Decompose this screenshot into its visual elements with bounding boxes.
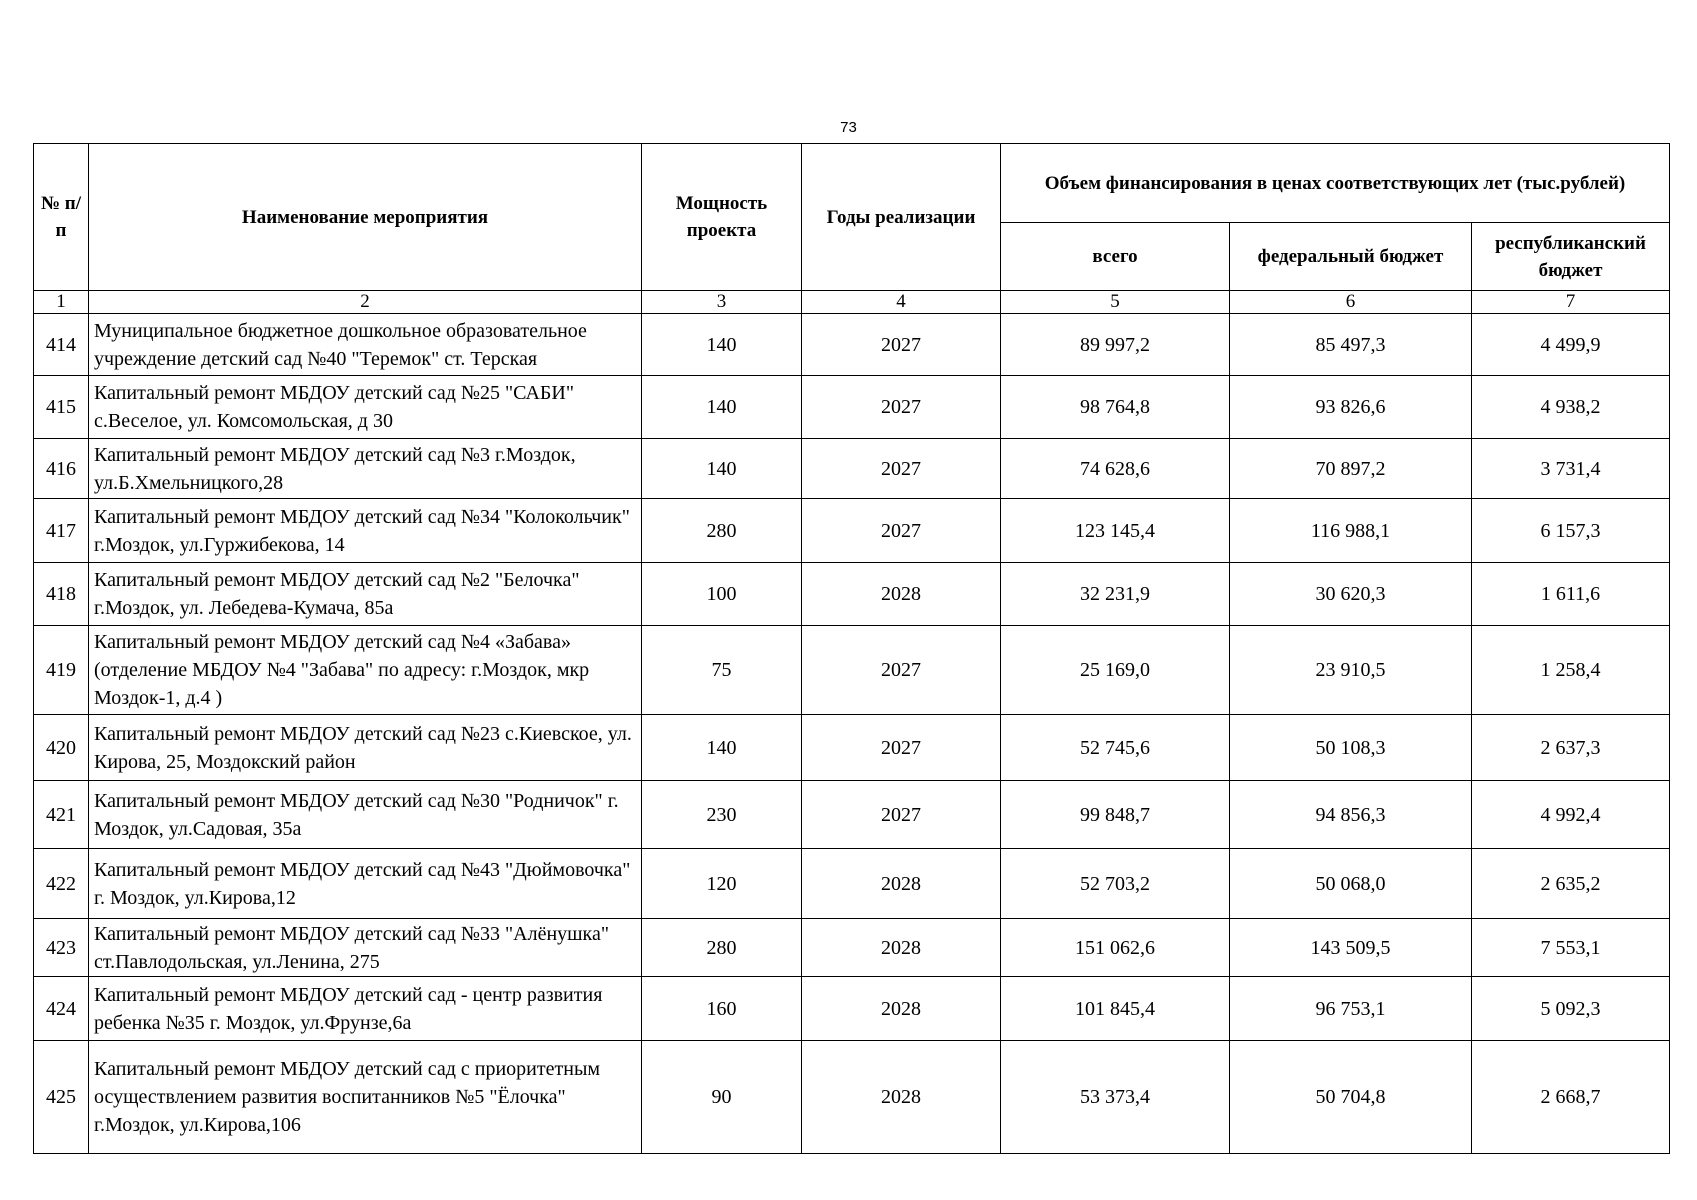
row-federal: 50 108,3 <box>1230 715 1472 781</box>
row-name: Капитальный ремонт МБДОУ детский сад №43 "Дюймовочка" г. Моздок, ул.Кирова,12 <box>89 849 642 919</box>
header-capacity: Мощность проекта <box>642 144 802 291</box>
row-federal: 23 910,5 <box>1230 626 1472 715</box>
row-capacity: 230 <box>642 781 802 849</box>
row-total: 101 845,4 <box>1001 977 1230 1041</box>
row-federal: 96 753,1 <box>1230 977 1472 1041</box>
row-num: 415 <box>34 376 89 439</box>
row-year: 2027 <box>802 626 1001 715</box>
table-row <box>34 919 1670 977</box>
row-federal: 116 988,1 <box>1230 499 1472 563</box>
header-republic: республиканский бюджет <box>1472 223 1670 291</box>
row-total: 98 764,8 <box>1001 376 1230 439</box>
row-capacity: 160 <box>642 977 802 1041</box>
column-number: 3 <box>642 291 802 314</box>
row-total: 25 169,0 <box>1001 626 1230 715</box>
row-federal: 94 856,3 <box>1230 781 1472 849</box>
row-name: Капитальный ремонт МБДОУ детский сад №2 "Белочка" г.Моздок, ул. Лебедева-Кумача, 85а <box>89 563 642 626</box>
row-year: 2028 <box>802 849 1001 919</box>
row-republic: 5 092,3 <box>1472 977 1670 1041</box>
table-row <box>34 314 1670 376</box>
column-number: 1 <box>34 291 89 314</box>
header-total: всего <box>1001 223 1230 291</box>
row-year: 2027 <box>802 715 1001 781</box>
table-row <box>34 563 1670 626</box>
row-federal: 50 704,8 <box>1230 1041 1472 1154</box>
row-year: 2028 <box>802 977 1001 1041</box>
page-number: 73 <box>840 119 857 136</box>
row-republic: 2 668,7 <box>1472 1041 1670 1154</box>
row-total: 52 745,6 <box>1001 715 1230 781</box>
row-name: Капитальный ремонт МБДОУ детский сад №25 "САБИ" с.Веселое, ул. Комсомольская, д 30 <box>89 376 642 439</box>
row-capacity: 140 <box>642 376 802 439</box>
row-republic: 6 157,3 <box>1472 499 1670 563</box>
row-republic: 7 553,1 <box>1472 919 1670 977</box>
table-row <box>34 499 1670 563</box>
row-capacity: 120 <box>642 849 802 919</box>
row-num: 418 <box>34 563 89 626</box>
column-numbers-row <box>34 291 1670 314</box>
row-republic: 4 992,4 <box>1472 781 1670 849</box>
row-name: Капитальный ремонт МБДОУ детский сад №33 "Алёнушка" ст.Павлодольская, ул.Ленина, 275 <box>89 919 642 977</box>
row-republic: 4 499,9 <box>1472 314 1670 376</box>
column-number: 2 <box>89 291 642 314</box>
row-capacity: 100 <box>642 563 802 626</box>
row-year: 2027 <box>802 499 1001 563</box>
row-year: 2027 <box>802 314 1001 376</box>
column-number: 6 <box>1230 291 1472 314</box>
table-row <box>34 439 1670 499</box>
row-capacity: 140 <box>642 439 802 499</box>
column-number: 5 <box>1001 291 1230 314</box>
row-name: Капитальный ремонт МБДОУ детский сад №4 «Забава» (отделение МБДОУ №4 "Забава" по адресу: г.Моздок, мкр Моздок-1, д.4 ) <box>89 626 642 715</box>
row-name: Муниципальное бюджетное дошкольное образовательное учреждение детский сад №40 "Теремок" ст. Терская <box>89 314 642 376</box>
row-year: 2027 <box>802 439 1001 499</box>
row-capacity: 75 <box>642 626 802 715</box>
header-federal: федеральный бюджет <box>1230 223 1472 291</box>
row-name: Капитальный ремонт МБДОУ детский сад с приоритетным осуществлением развития воспитанников №5 "Ёлочка" г.Моздок, ул.Кирова,106 <box>89 1041 642 1154</box>
row-total: 52 703,2 <box>1001 849 1230 919</box>
row-num: 424 <box>34 977 89 1041</box>
row-num: 425 <box>34 1041 89 1154</box>
column-number: 4 <box>802 291 1001 314</box>
row-total: 151 062,6 <box>1001 919 1230 977</box>
row-name: Капитальный ремонт МБДОУ детский сад №30 "Родничок" г. Моздок, ул.Садовая, 35а <box>89 781 642 849</box>
row-name: Капитальный ремонт МБДОУ детский сад №23 с.Киевское, ул. Кирова, 25, Моздокский район <box>89 715 642 781</box>
row-total: 123 145,4 <box>1001 499 1230 563</box>
row-capacity: 140 <box>642 715 802 781</box>
row-total: 32 231,9 <box>1001 563 1230 626</box>
row-federal: 93 826,6 <box>1230 376 1472 439</box>
row-federal: 85 497,3 <box>1230 314 1472 376</box>
table-row <box>34 1041 1670 1154</box>
row-name: Капитальный ремонт МБДОУ детский сад №34 "Колокольчик" г.Моздок, ул.Гуржибекова, 14 <box>89 499 642 563</box>
header-num: № п/п <box>34 144 89 291</box>
row-republic: 2 635,2 <box>1472 849 1670 919</box>
row-num: 420 <box>34 715 89 781</box>
table-row <box>34 376 1670 439</box>
row-year: 2028 <box>802 1041 1001 1154</box>
row-num: 416 <box>34 439 89 499</box>
table-row <box>34 977 1670 1041</box>
row-capacity: 140 <box>642 314 802 376</box>
row-num: 414 <box>34 314 89 376</box>
row-year: 2028 <box>802 563 1001 626</box>
row-year: 2027 <box>802 376 1001 439</box>
table-row <box>34 626 1670 715</box>
row-num: 419 <box>34 626 89 715</box>
row-total: 53 373,4 <box>1001 1041 1230 1154</box>
row-capacity: 280 <box>642 499 802 563</box>
row-year: 2027 <box>802 781 1001 849</box>
table-row <box>34 849 1670 919</box>
row-name: Капитальный ремонт МБДОУ детский сад №3 г.Моздок, ул.Б.Хмельницкого,28 <box>89 439 642 499</box>
row-name: Капитальный ремонт МБДОУ детский сад - центр развития ребенка №35 г. Моздок, ул.Фрунзе,6а <box>89 977 642 1041</box>
row-year: 2028 <box>802 919 1001 977</box>
row-num: 423 <box>34 919 89 977</box>
column-number: 7 <box>1472 291 1670 314</box>
row-republic: 1 611,6 <box>1472 563 1670 626</box>
row-num: 417 <box>34 499 89 563</box>
row-total: 99 848,7 <box>1001 781 1230 849</box>
row-num: 421 <box>34 781 89 849</box>
row-federal: 50 068,0 <box>1230 849 1472 919</box>
row-republic: 3 731,4 <box>1472 439 1670 499</box>
row-capacity: 280 <box>642 919 802 977</box>
row-federal: 70 897,2 <box>1230 439 1472 499</box>
row-total: 89 997,2 <box>1001 314 1230 376</box>
row-federal: 30 620,3 <box>1230 563 1472 626</box>
header-funding-group: Объем финансирования в ценах соответствующих лет (тыс.рублей) <box>1001 144 1670 223</box>
row-num: 422 <box>34 849 89 919</box>
financing-table <box>33 143 1670 1154</box>
row-capacity: 90 <box>642 1041 802 1154</box>
row-total: 74 628,6 <box>1001 439 1230 499</box>
header-name: Наименование мероприятия <box>89 144 642 291</box>
table-row <box>34 715 1670 781</box>
row-republic: 1 258,4 <box>1472 626 1670 715</box>
table-row <box>34 781 1670 849</box>
header-years: Годы реализации <box>802 144 1001 291</box>
row-republic: 4 938,2 <box>1472 376 1670 439</box>
row-federal: 143 509,5 <box>1230 919 1472 977</box>
row-republic: 2 637,3 <box>1472 715 1670 781</box>
